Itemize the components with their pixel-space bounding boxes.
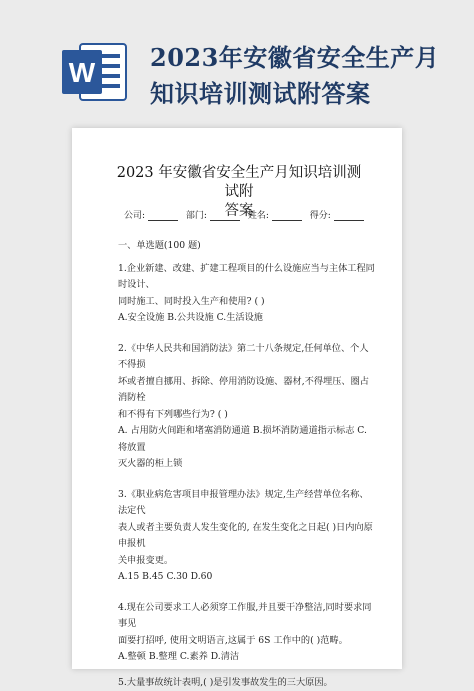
- dept-blank: [210, 211, 240, 221]
- document-title-line1: 2023 年安徽省安全生产月知识培训测试附: [114, 164, 364, 202]
- word-icon-letter: W: [69, 57, 96, 88]
- document-page: [72, 128, 402, 669]
- document-body: [118, 238, 376, 691]
- word-icon: [58, 36, 130, 108]
- question-3-line1: 3.《职业病危害项目申报管理办法》规定,生产经营单位名称、法定代: [118, 487, 376, 520]
- header-title: [150, 40, 450, 112]
- score-blank: [334, 211, 364, 221]
- question-2-line3: 和不得有下列哪些行为? ( ): [118, 407, 376, 424]
- question-2-line1: 2.《中华人民共和国消防法》第二十八条规定,任何单位、个人不得损: [118, 341, 376, 374]
- header-title-line2: 知识培训测试附答案: [150, 76, 450, 112]
- question-5-line1: 5.大量事故统计表明,( )是引发事故发生的三大原因。: [118, 675, 376, 691]
- header-banner: [0, 0, 474, 118]
- question-2-options-line1: A. 占用防火间距和堵塞消防通道 B.损坏消防通道指示标志 C.将放置: [118, 423, 376, 456]
- header-title-line1: 2023年安徽省安全生产月: [150, 40, 450, 76]
- question-4-options: A.整顿 B.整理 C.素养 D.清洁: [118, 649, 376, 666]
- question-1-line1: 1.企业新建、改建、扩建工程项目的什么设施应当与主体工程同时设计、: [118, 261, 376, 294]
- question-1-line2: 同时施工、同时投入生产和使用? ( ): [118, 294, 376, 311]
- dept-label: 部门:: [186, 211, 207, 221]
- name-label: 姓名:: [248, 211, 269, 221]
- question-2-line2: 坏或者擅自挪用、拆除、停用消防设施、器材,不得埋压、圈占消防栓: [118, 374, 376, 407]
- company-blank: [148, 211, 178, 221]
- question-1-options: A.安全设施 B.公共设施 C.生活设施: [118, 310, 376, 327]
- question-2-options-line2: 灭火器的柜上锁: [118, 456, 376, 473]
- company-label: 公司:: [124, 211, 145, 221]
- question-3-options: A.15 B.45 C.30 D.60: [118, 569, 376, 586]
- question-3-line2: 表人或者主要负责人发生变化的, 在发生变化之日起( )日内向原申报机: [118, 520, 376, 553]
- info-row: [124, 208, 384, 221]
- question-3-line3: 关申报变更。: [118, 553, 376, 570]
- document-title-line2: 答案: [114, 202, 364, 221]
- score-label: 得分:: [310, 211, 331, 221]
- section-heading: 一、单选题(100 题): [118, 238, 376, 255]
- name-blank: [272, 211, 302, 221]
- question-4-line2: 面要打招呼, 使用文明语言,这属于 6S 工作中的( )范畴。: [118, 633, 376, 650]
- question-4-line1: 4.现在公司要求工人必须穿工作服,并且要干净整洁,同时要求同事见: [118, 600, 376, 633]
